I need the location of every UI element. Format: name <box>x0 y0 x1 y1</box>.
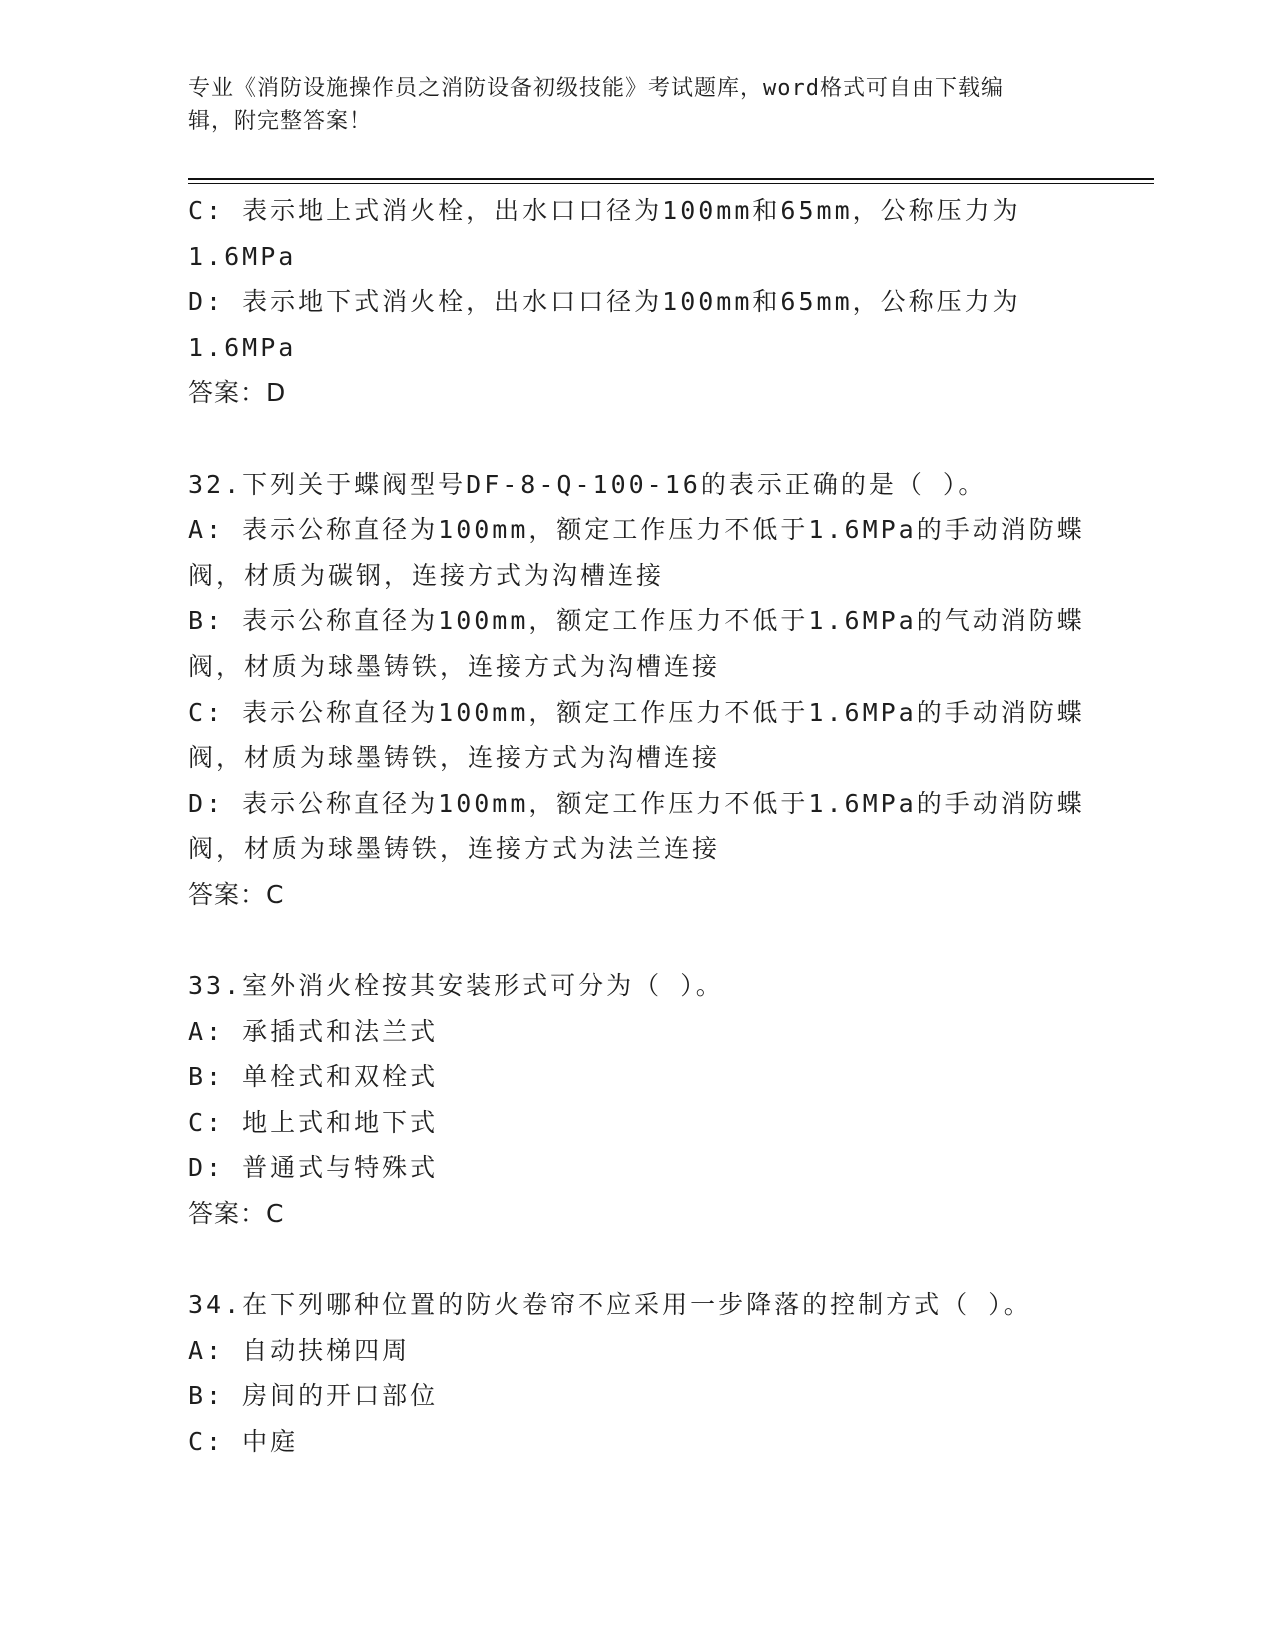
option-c-line-1: C: 表示公称直径为100mm，额定工作压力不低于1.6MPa的手动消防蝶 <box>188 697 1085 727</box>
answer: 答案：C <box>188 879 285 909</box>
header-line-1: 专业《消防设施操作员之消防设备初级技能》考试题库，word格式可自由下载编 <box>188 76 1004 101</box>
header-divider-thin <box>188 183 1154 184</box>
option-d-line-2: 1.6MPa <box>188 332 297 362</box>
question-33 <box>188 963 1088 1237</box>
option-c-line-2: 1.6MPa <box>188 241 297 271</box>
option-d-line-1: D: 表示地下式消火栓，出水口口径为100mm和65mm，公称压力为 <box>188 287 1021 317</box>
option-c: C: 中庭 <box>188 1427 299 1457</box>
option-c-line-1: C: 表示地上式消火栓，出水口口径为100mm和65mm，公称压力为 <box>188 196 1021 225</box>
option-d-line-2: 阀，材质为球墨铸铁，连接方式为法兰连接 <box>188 834 721 864</box>
question-stem: 32.下列关于蝶阀型号DF-8-Q-100-16的表示正确的是（ ）。 <box>188 469 987 499</box>
option-c-line-2: 阀，材质为球墨铸铁，连接方式为沟槽连接 <box>188 743 721 773</box>
spacer <box>188 416 1088 462</box>
header-line-2: 辑，附完整答案！ <box>188 109 373 134</box>
option-a: A: 承插式和法兰式 <box>188 1016 439 1046</box>
spacer <box>188 918 1088 964</box>
option-c: C: 地上式和地下式 <box>188 1107 439 1137</box>
question-stem: 33.室外消火栓按其安装形式可分为（ ）。 <box>188 971 724 1001</box>
answer: 答案：C <box>188 1199 285 1229</box>
spacer <box>188 1237 1088 1283</box>
option-b: B: 房间的开口部位 <box>188 1381 439 1411</box>
question-32 <box>188 462 1088 918</box>
header-divider-thick <box>188 178 1154 180</box>
question-list <box>188 188 1088 1465</box>
option-a-line-1: A: 表示公称直径为100mm，额定工作压力不低于1.6MPa的手动消防蝶 <box>188 515 1085 545</box>
option-a: A: 自动扶梯四周 <box>188 1335 411 1365</box>
option-b-line-1: B: 表示公称直径为100mm，额定工作压力不低于1.6MPa的气动消防蝶 <box>188 606 1085 636</box>
question-stem: 34.在下列哪种位置的防火卷帘不应采用一步降落的控制方式（ ）。 <box>188 1290 1032 1320</box>
document-header <box>188 72 1088 138</box>
option-b: B: 单栓式和双栓式 <box>188 1062 439 1092</box>
answer: 答案：D <box>188 378 287 408</box>
option-a-line-2: 阀，材质为碳钢，连接方式为沟槽连接 <box>188 560 665 590</box>
question-34 <box>188 1282 1088 1464</box>
question-31-tail <box>188 188 1088 416</box>
option-b-line-2: 阀，材质为球墨铸铁，连接方式为沟槽连接 <box>188 651 721 681</box>
option-d-line-1: D: 表示公称直径为100mm，额定工作压力不低于1.6MPa的手动消防蝶 <box>188 788 1085 818</box>
option-d: D: 普通式与特殊式 <box>188 1153 439 1183</box>
